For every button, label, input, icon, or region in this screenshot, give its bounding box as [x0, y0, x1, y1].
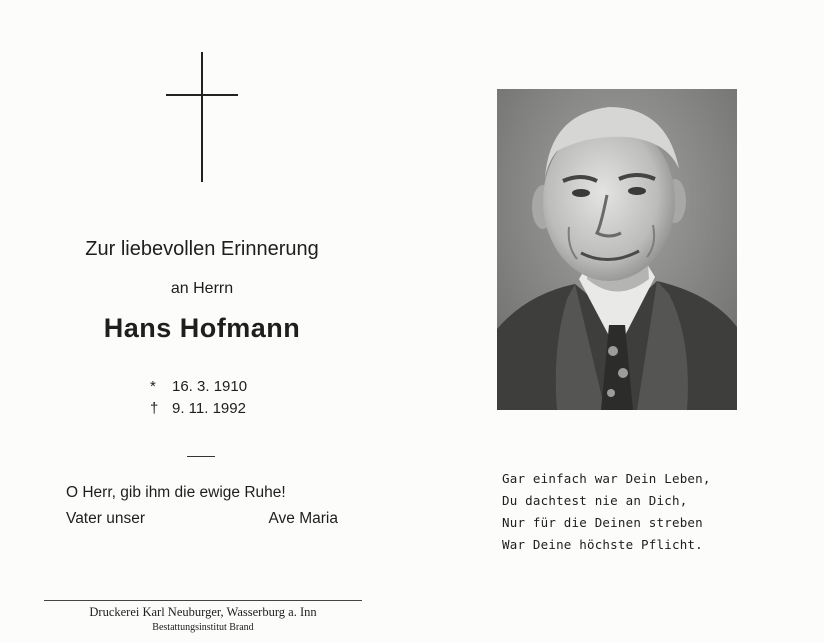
poem-line: Gar einfach war Dein Leben, [502, 471, 711, 486]
institute-text: Bestattungsinstitut Brand [152, 622, 254, 633]
poem-line: Nur für die Deinen streben [502, 515, 703, 530]
cross-icon [166, 52, 238, 182]
prayer-text: O Herr, gib ihm die ewige Ruhe! [66, 484, 286, 501]
divider [187, 456, 215, 457]
salutation: an Herrn [170, 280, 234, 297]
deceased-name: Hans Hofmann [103, 313, 301, 343]
footer-rule [44, 600, 362, 601]
prayer-right: Ave Maria [268, 510, 338, 527]
birth-row [150, 376, 247, 398]
prayer-left: Vater unser [66, 510, 145, 527]
portrait-photo [497, 89, 737, 410]
death-date: 9. 11. 1992 [172, 400, 246, 417]
poem [502, 468, 711, 556]
intro-text: Zur liebevollen Erinnerung [85, 238, 319, 260]
birth-symbol: * [150, 378, 156, 395]
death-row [150, 398, 247, 420]
poem-line: Du dachtest nie an Dich, [502, 493, 688, 508]
printer-text: Druckerei Karl Neuburger, Wasserburg a. Inn [89, 605, 317, 619]
prayer-row [66, 510, 338, 528]
birth-date: 16. 3. 1910 [172, 378, 248, 395]
portrait-image [497, 89, 737, 410]
death-symbol: † [150, 400, 159, 417]
poem-line: War Deine höchste Pflicht. [502, 537, 703, 552]
life-dates [150, 376, 247, 420]
